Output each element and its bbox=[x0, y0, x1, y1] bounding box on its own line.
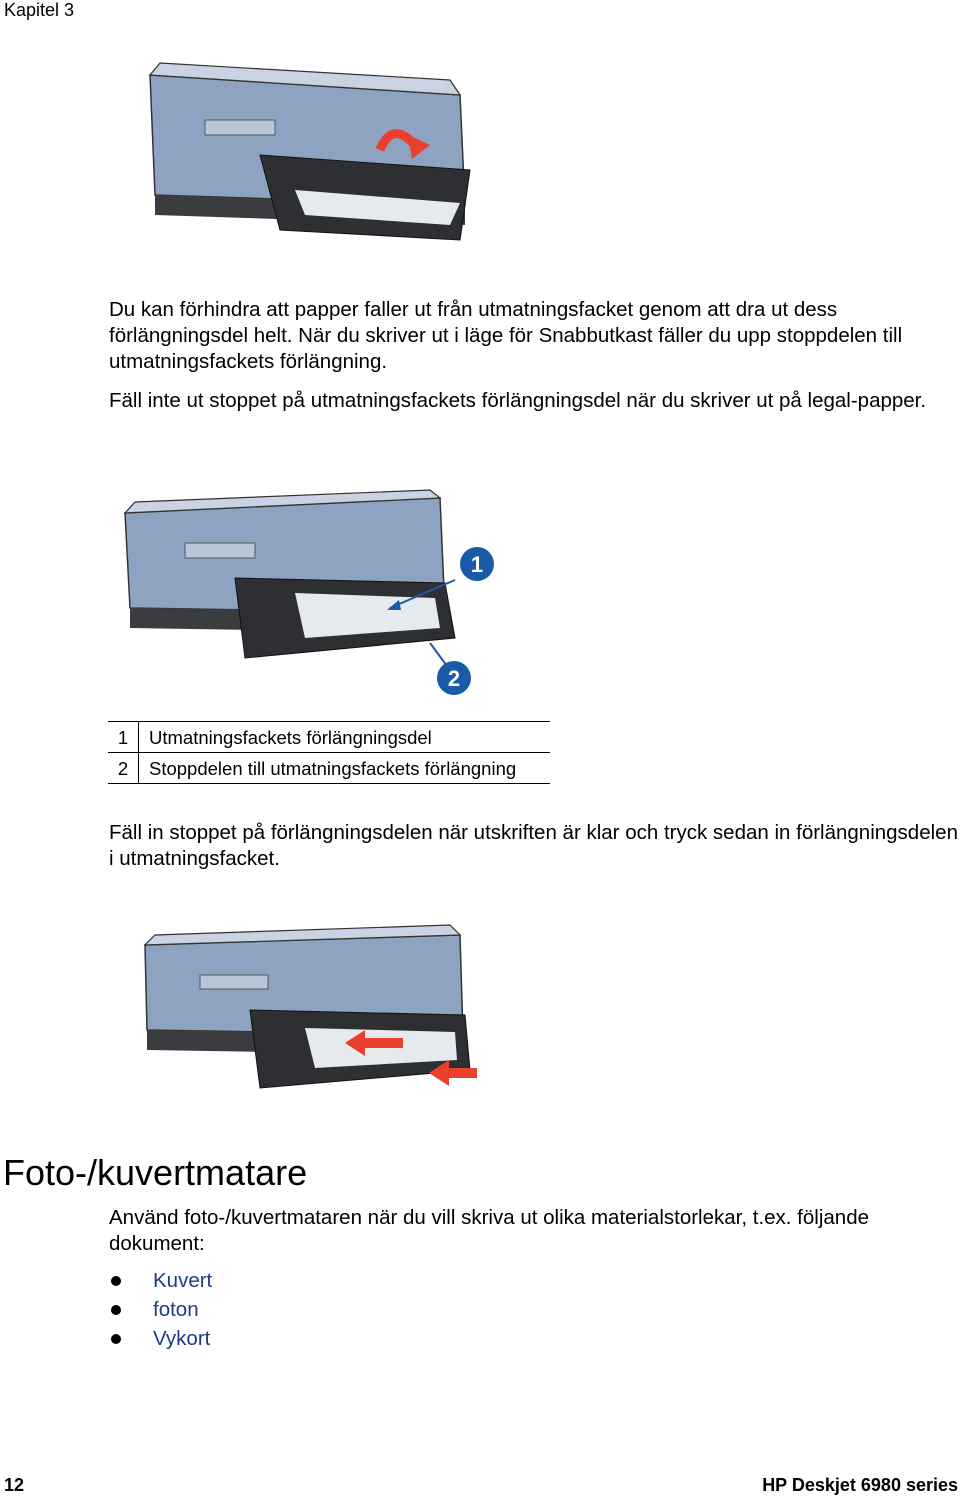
footer-page-number: 12 bbox=[4, 1475, 25, 1495]
list-item-link[interactable]: Kuvert bbox=[153, 1269, 213, 1292]
callout-number: 1 bbox=[108, 722, 139, 753]
callout-marker-1-label: 1 bbox=[470, 552, 484, 577]
bullet-dot-icon bbox=[111, 1334, 121, 1344]
list-item[interactable] bbox=[109, 1266, 212, 1295]
paragraph-extend-tray: Du kan förhindra att papper faller ut från utmatningsfacket genom att dra ut dess förlängningsdel helt. När du skriver ut i läge för Snabbutkast fäller du upp stoppdelen till utmatningsfackets förlängning. bbox=[109, 298, 903, 373]
paragraph-fold-stopper: Fäll in stoppet på förlängningsdelen när utskriften är klar och tryck sedan in förlängningsdelen i utmatningsfacket. bbox=[109, 821, 958, 870]
list-item-link[interactable]: Vykort bbox=[153, 1327, 211, 1350]
printer-illustration-1 bbox=[130, 55, 490, 255]
bullet-dot-icon bbox=[111, 1305, 121, 1315]
callout-marker-2-label: 2 bbox=[447, 666, 461, 691]
paragraph-photo-feeder: Använd foto-/kuvertmataren när du vill skriva ut olika materialstorlekar, t.ex. följande dokument: bbox=[109, 1206, 869, 1255]
callout-label: Utmatningsfackets förlängningsdel bbox=[139, 722, 551, 753]
callout-label: Stoppdelen till utmatningsfackets förlängning bbox=[139, 753, 551, 784]
list-item[interactable] bbox=[109, 1324, 212, 1353]
section-title: Foto-/kuvertmatare bbox=[3, 1152, 308, 1193]
list-item-link[interactable]: foton bbox=[153, 1298, 199, 1321]
callout-table bbox=[108, 721, 550, 784]
bullet-dot-icon bbox=[111, 1276, 121, 1286]
callout-number: 2 bbox=[108, 753, 139, 784]
table-row bbox=[108, 753, 550, 784]
footer-product-name: HP Deskjet 6980 series bbox=[762, 1475, 958, 1495]
table-row bbox=[108, 722, 550, 753]
list-item[interactable] bbox=[109, 1295, 212, 1324]
printer-illustration-3 bbox=[135, 920, 495, 1105]
paragraph-legal-paper: Fäll inte ut stoppet på utmatningsfackets förlängningsdel när du skriver ut på legal-papper. bbox=[109, 389, 927, 412]
media-list bbox=[109, 1266, 212, 1353]
printer-illustration-2 bbox=[115, 488, 515, 703]
chapter-header: Kapitel 3 bbox=[4, 0, 75, 20]
